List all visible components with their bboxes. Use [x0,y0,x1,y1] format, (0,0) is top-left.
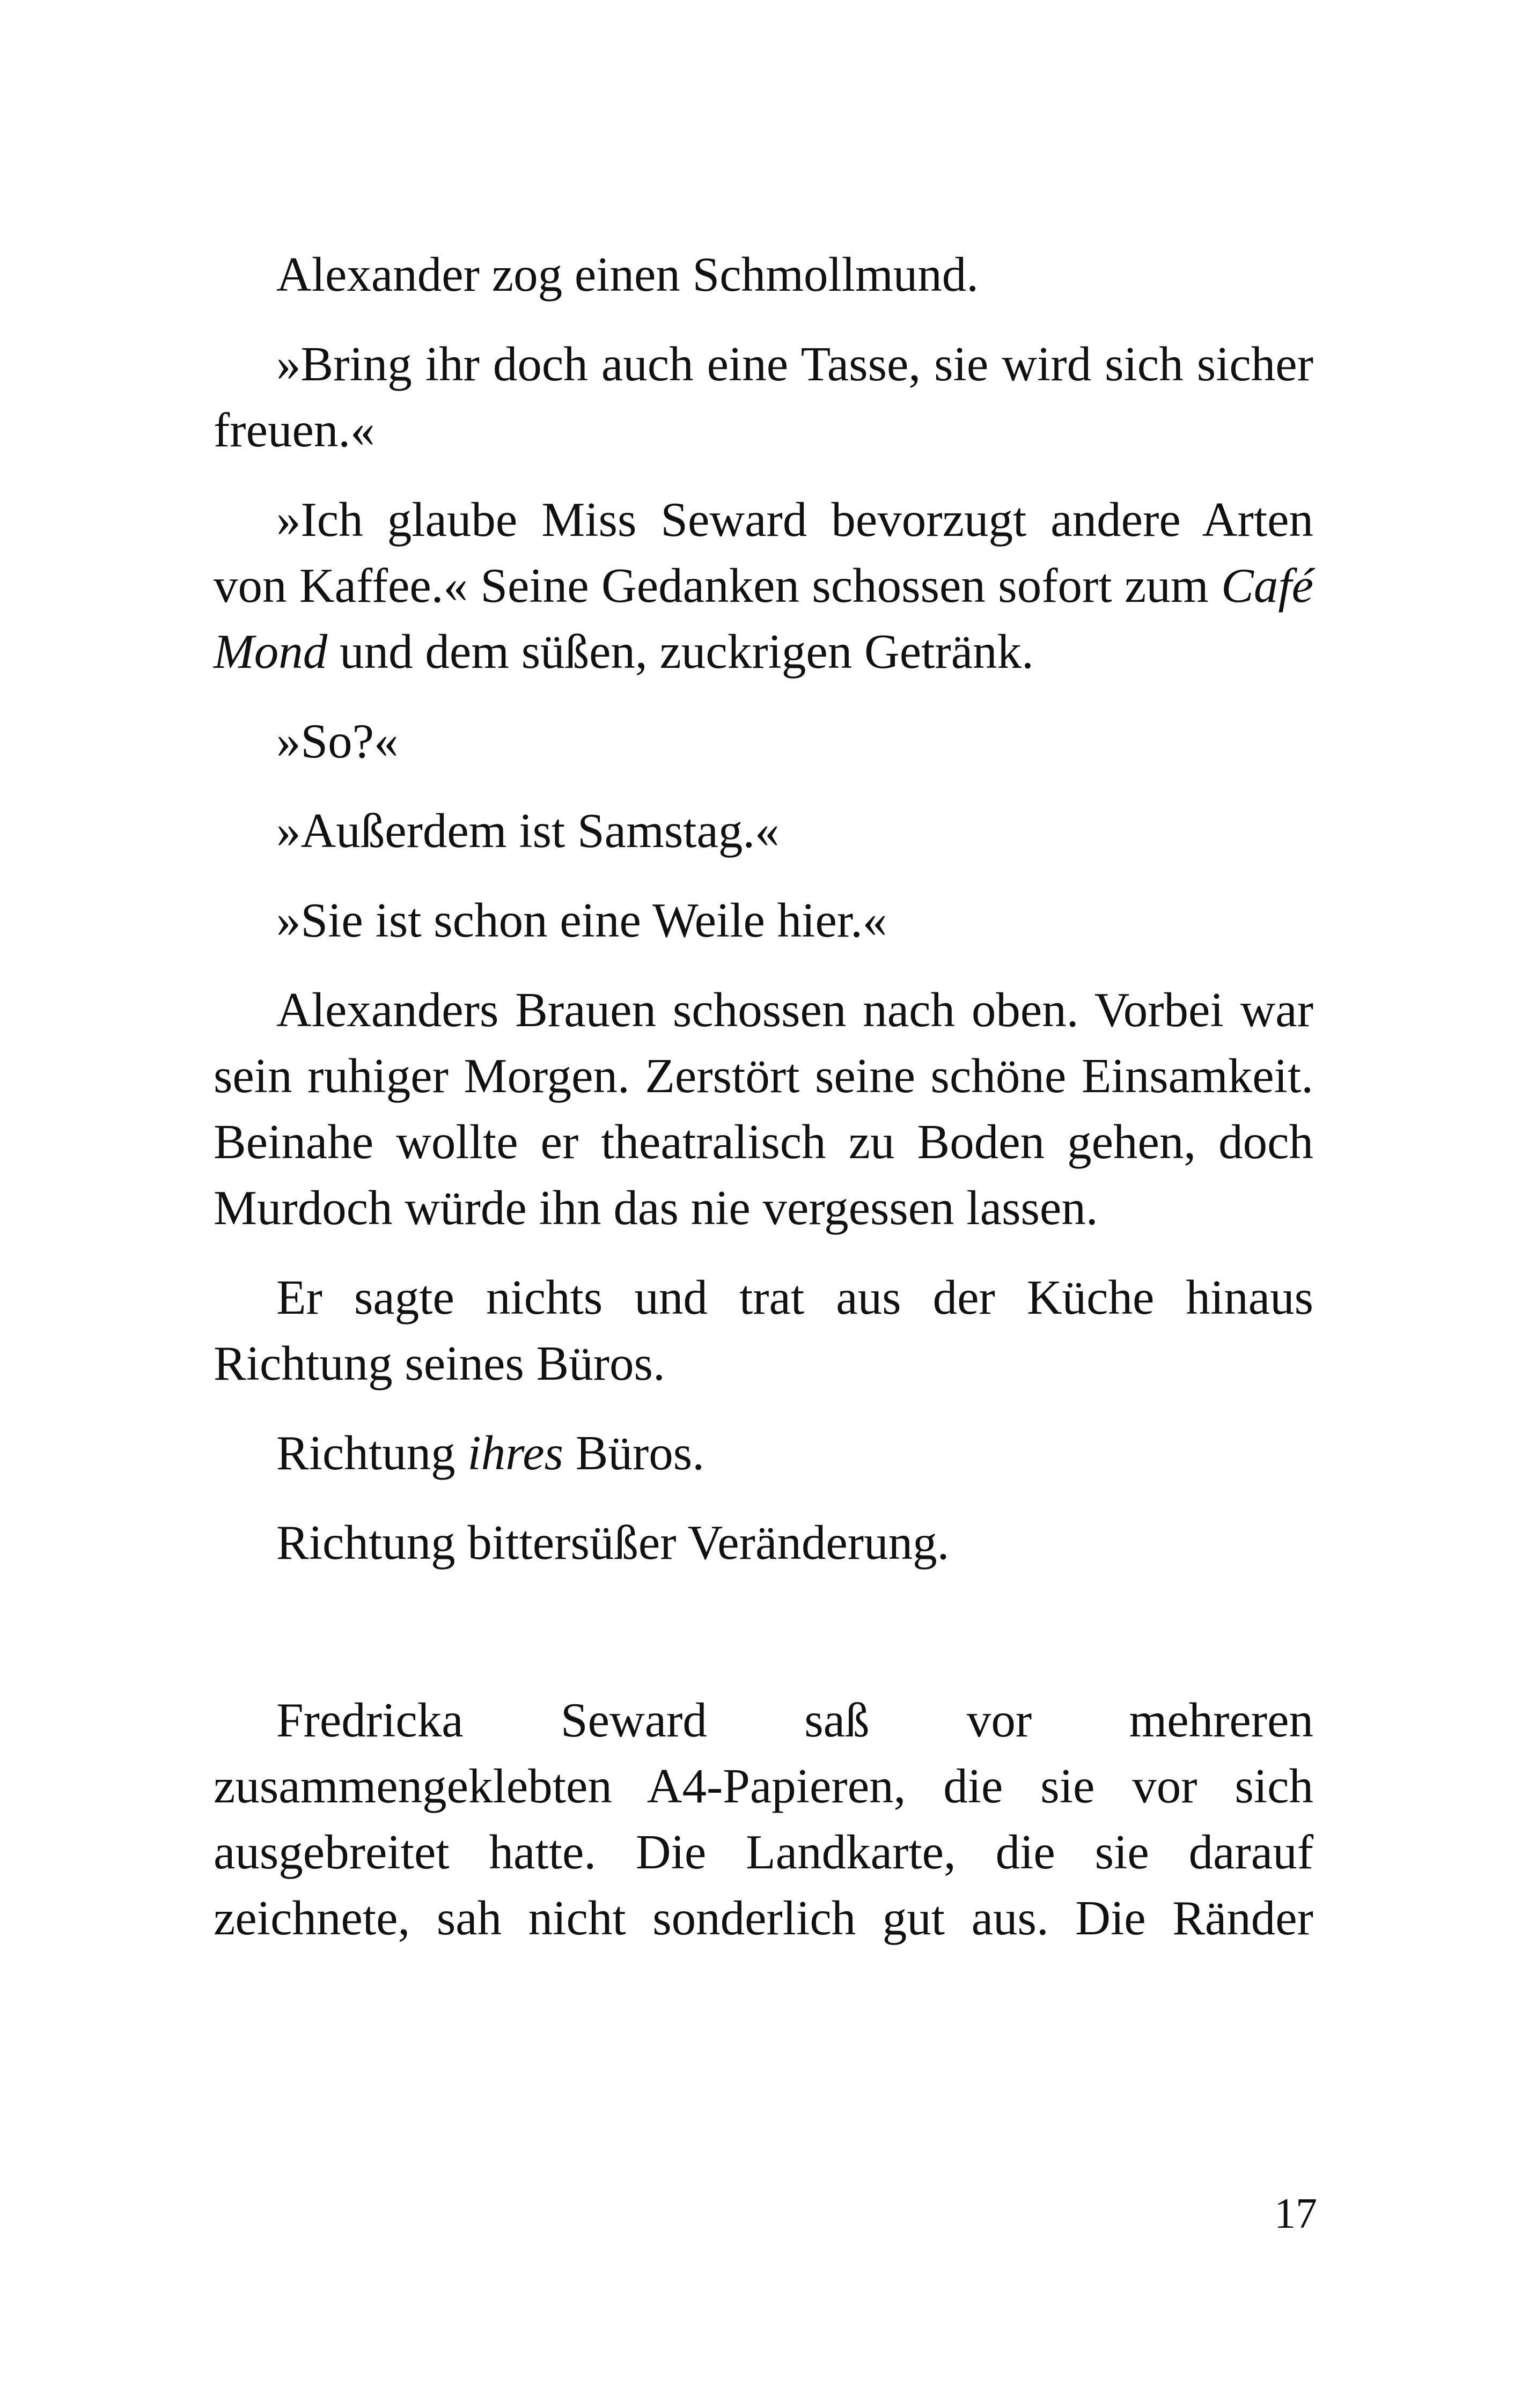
paragraph: Richtung ihres Büros. [276,1426,704,1480]
italic-cafe-name: Café Mond [214,558,1313,679]
paragraph: »Außerdem ist Samstag.« [276,804,780,858]
paragraph: »Bring ihr doch auch eine Tasse, sie wird sich sicher freuen.« [214,337,1313,457]
page-number: 17 [1274,2190,1317,2237]
paragraph: Alexander zog einen Schmollmund. [276,247,979,301]
paragraph: Alexanders Brauen schossen nach oben. Vorbei war sein ruhiger Morgen. Zerstört seine schöne Einsamkeit. Beinahe wollte er theatralisch zu Boden gehen, doch Murdoch würde ihn das nie vergessen lassen. [214,983,1313,1235]
paragraph: Fredricka Seward saß vor mehreren zusammengeklebten A4-Papieren, die sie vor sich ausgebreitet hatte. Die Landkarte, die sie darauf zeichnete, sah nicht sonderlich gut aus. Die Ränder [214,1693,1313,1945]
paragraph: Er sagte nichts und trat aus der Küche hinaus Richtung seines Büros. [214,1270,1313,1390]
italic-emphasis: ihres [467,1426,564,1480]
paragraph: »Sie ist schon eine Weile hier.« [276,893,887,947]
body-text [214,241,1313,1975]
paragraph: »So?« [276,714,399,768]
scene-break [214,1599,1313,1687]
paragraph: Richtung bittersüßer Veränderung. [276,1515,950,1570]
paragraph: »Ich glaube Miss Seward bevorzugt andere Arten von Kaffee.« Seine Gedanken schossen sofort zum Café Mond und dem süßen, zuckrigen Getränk. [214,492,1313,679]
